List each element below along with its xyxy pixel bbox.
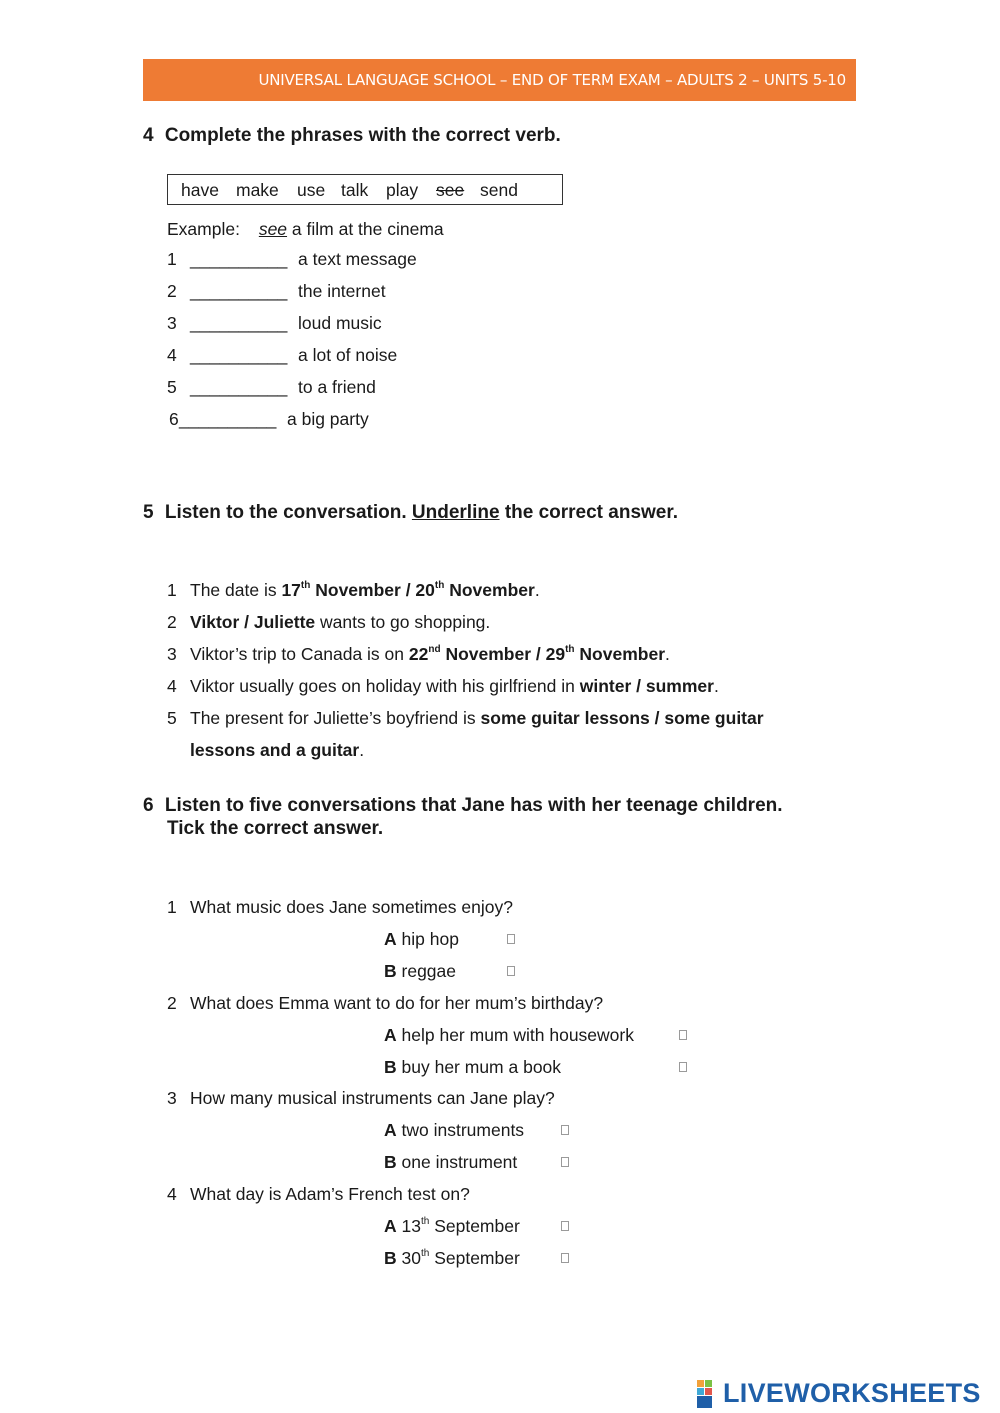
tick-checkbox[interactable] bbox=[679, 1062, 687, 1072]
question-5 bbox=[190, 708, 764, 729]
option-a: A 13th September bbox=[384, 1216, 520, 1236]
header-bar bbox=[143, 59, 856, 101]
item-text: loud music bbox=[298, 313, 382, 333]
section-5-heading bbox=[143, 502, 678, 524]
example-word: see bbox=[258, 219, 288, 239]
question-text: How many musical instruments can Jane play? bbox=[190, 1088, 555, 1108]
word-send: send bbox=[480, 180, 518, 200]
answer-choice[interactable]: lessons and a guitar bbox=[190, 740, 360, 760]
logo-text: LIVEWORKSHEETS bbox=[723, 1378, 981, 1408]
tick-checkbox[interactable] bbox=[561, 1253, 569, 1263]
tick-checkbox[interactable] bbox=[507, 966, 515, 976]
question-number: 5 bbox=[167, 708, 177, 728]
option-a: A hip hop bbox=[384, 929, 459, 949]
option-b: B buy her mum a book bbox=[384, 1057, 562, 1077]
logo-icon bbox=[697, 1380, 721, 1410]
example-line bbox=[167, 219, 444, 240]
tick-checkbox[interactable] bbox=[561, 1221, 569, 1231]
tick-checkbox[interactable] bbox=[679, 1030, 687, 1040]
question-number: 4 bbox=[167, 676, 177, 696]
blank-field[interactable]: __________ bbox=[190, 313, 288, 333]
question-text: The present for Juliette’s boyfriend is bbox=[190, 708, 476, 728]
question-number: 3 bbox=[167, 1088, 177, 1108]
question-3: Viktor’s trip to Canada is on 22nd November / 29th November. bbox=[190, 644, 670, 664]
tick-checkbox[interactable] bbox=[507, 934, 515, 944]
answer-choice[interactable]: 22nd November / 29th November bbox=[408, 644, 666, 664]
question-4: Viktor usually goes on holiday with his girlfriend in winter / summer. bbox=[190, 676, 719, 696]
item-number: 6 bbox=[169, 409, 179, 429]
question-text: What music does Jane sometimes enjoy? bbox=[190, 897, 513, 917]
item-number: 4 bbox=[167, 345, 177, 365]
item-text: to a friend bbox=[298, 377, 376, 397]
question-1: The date is 17th November / 20th November. bbox=[190, 580, 540, 600]
question-number: 4 bbox=[167, 1184, 177, 1204]
question-number: 3 bbox=[167, 644, 177, 664]
question-number: 2 bbox=[167, 993, 177, 1013]
example-label: Example: bbox=[167, 219, 240, 239]
section-5-title-a: Listen to the conversation. bbox=[164, 502, 407, 523]
section-4-title: Complete the phrases with the correct verb. bbox=[164, 125, 561, 146]
tick-checkbox[interactable] bbox=[561, 1125, 569, 1135]
question-2 bbox=[190, 612, 490, 633]
blank-field[interactable]: __________ bbox=[190, 377, 288, 397]
example-rest: a film at the cinema bbox=[291, 219, 444, 239]
section-4-number: 4 bbox=[143, 125, 154, 146]
word-box bbox=[167, 174, 563, 205]
item-number: 2 bbox=[167, 281, 177, 301]
header-title: UNIVERSAL LANGUAGE SCHOOL – END OF TERM EXAM – ADULTS 2 – UNITS 5-10 bbox=[258, 71, 846, 89]
section-6-heading bbox=[143, 795, 783, 817]
question-text: The date is bbox=[190, 580, 277, 600]
section-6-title-line2: Tick the correct answer. bbox=[167, 818, 384, 839]
question-number: 2 bbox=[167, 612, 177, 632]
word-have: have bbox=[181, 180, 219, 200]
item-text: a big party bbox=[287, 409, 369, 429]
word-use: use bbox=[297, 180, 326, 200]
question-text: What day is Adam’s French test on? bbox=[190, 1184, 470, 1204]
word-see: see bbox=[436, 180, 465, 200]
question-number: 1 bbox=[167, 897, 177, 917]
section-5-title-b: the correct answer. bbox=[504, 502, 679, 523]
question-text: Viktor usually goes on holiday with his girlfriend in bbox=[190, 676, 575, 696]
question-text: Viktor’s trip to Canada is on bbox=[190, 644, 405, 664]
question-text: What does Emma want to do for her mum’s birthday? bbox=[190, 993, 604, 1013]
section-6-number: 6 bbox=[143, 795, 154, 816]
section-5-number: 5 bbox=[143, 502, 154, 523]
option-b: B 30th September bbox=[384, 1248, 520, 1268]
word-talk: talk bbox=[341, 180, 369, 200]
blank-field[interactable]: __________ bbox=[190, 281, 288, 301]
answer-choice[interactable]: 17th November / 20th November bbox=[281, 580, 535, 600]
word-make: make bbox=[236, 180, 279, 200]
option-a: A help her mum with housework bbox=[384, 1025, 634, 1045]
section-5-title-underline: Underline bbox=[411, 502, 500, 523]
item-text: a text message bbox=[298, 249, 417, 269]
item-number: 3 bbox=[167, 313, 177, 333]
tick-checkbox[interactable] bbox=[561, 1157, 569, 1167]
question-5-continued: lessons and a guitar. bbox=[190, 740, 365, 760]
answer-choice[interactable]: some guitar lessons / some guitar bbox=[480, 708, 764, 728]
word-play: play bbox=[386, 180, 419, 200]
question-number: 1 bbox=[167, 580, 177, 600]
item-number: 5 bbox=[167, 377, 177, 397]
option-a: A two instruments bbox=[384, 1120, 525, 1140]
option-b: B one instrument bbox=[384, 1152, 518, 1172]
blank-field[interactable]: __________ bbox=[179, 409, 277, 429]
answer-choice[interactable]: Viktor / Juliette bbox=[190, 612, 316, 632]
item-number: 1 bbox=[167, 249, 177, 269]
option-b: B reggae bbox=[384, 961, 457, 981]
question-text: wants to go shopping. bbox=[320, 612, 491, 632]
section-6-title-line1: Listen to five conversations that Jane has with her teenage children. bbox=[164, 795, 783, 816]
item-text: the internet bbox=[298, 281, 386, 301]
item-text: a lot of noise bbox=[298, 345, 398, 365]
section-4-heading bbox=[143, 125, 561, 147]
blank-field[interactable]: __________ bbox=[190, 345, 288, 365]
blank-field[interactable]: __________ bbox=[190, 249, 288, 269]
answer-choice[interactable]: winter / summer bbox=[579, 676, 714, 696]
